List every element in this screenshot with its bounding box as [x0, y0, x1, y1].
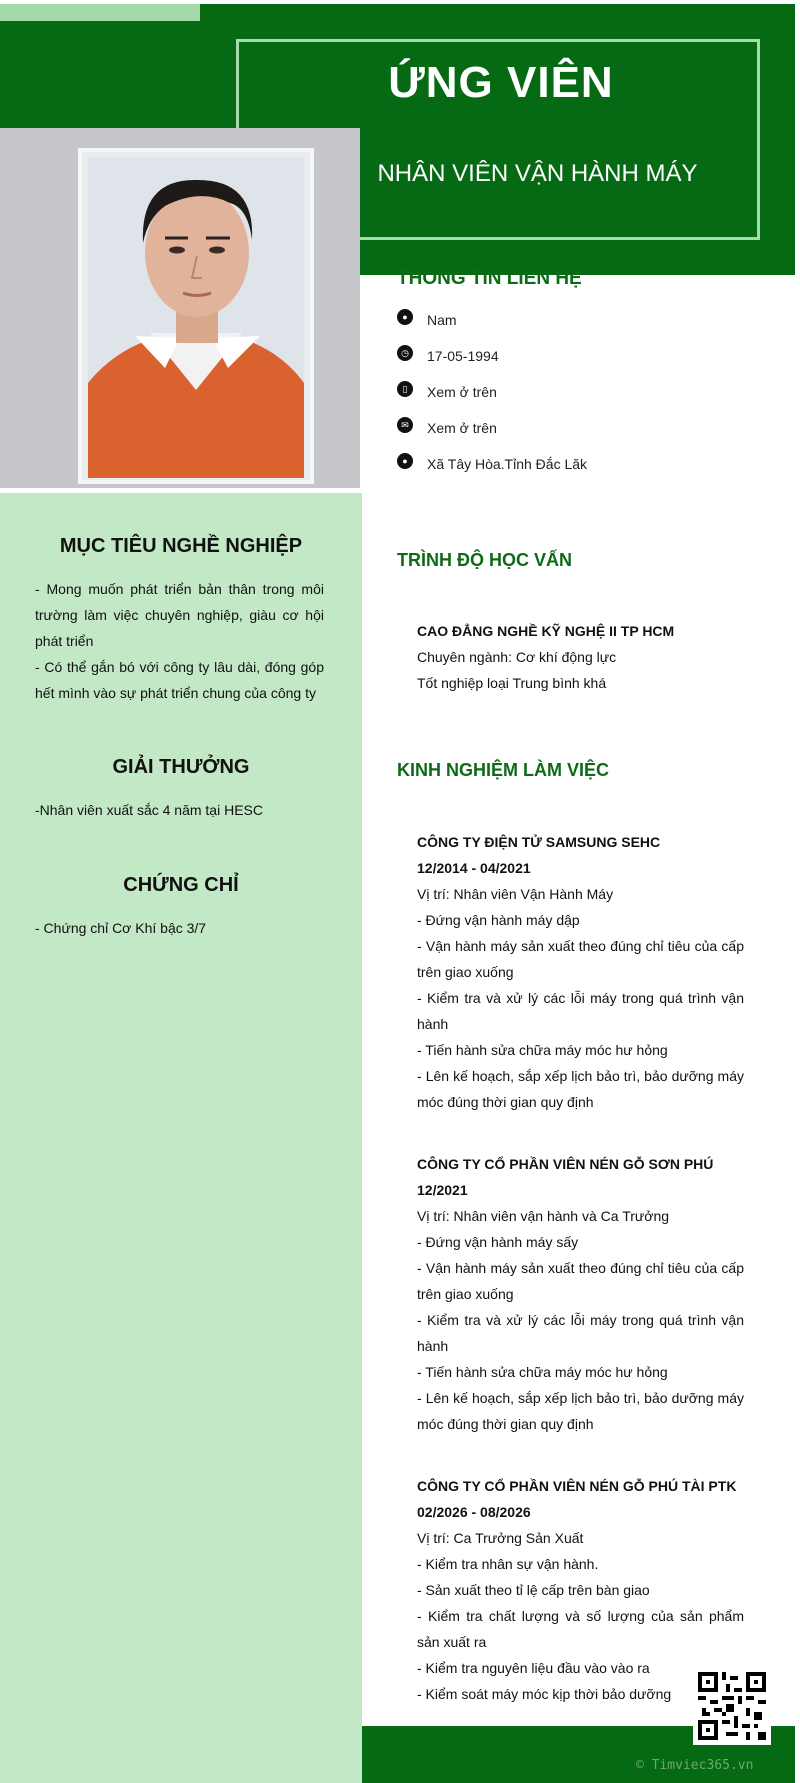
education-entry [417, 618, 744, 696]
job-period: 02/2026 - 08/2026 [417, 1504, 531, 1520]
school-name: CAO ĐẲNG NGHỀ KỸ NGHỆ II TP HCM [417, 623, 675, 639]
career-goal-text: - Mong muốn phát triển bản thân trong môi trường làm việc chuyên nghiệp, giàu cơ hội phát triển - Có thể gắn bó với công ty lâu dài, đóng góp hết mình vào sự phát triển chung của công ty [35, 581, 324, 701]
job-period: 12/2021 [417, 1182, 468, 1198]
contact-gender: ● Nam [397, 302, 587, 338]
certificates-text: - Chứng chỉ Cơ Khí bậc 3/7 [35, 920, 207, 936]
candidate-photo [0, 128, 360, 488]
job-title: NHÂN VIÊN VẬN HÀNH MÁY [377, 160, 698, 187]
job-entry: CÔNG TY ĐIỆN TỬ SAMSUNG SEHC 12/2014 - 04/2021 Vị trí: Nhân viên Vận Hành Máy - Đứng vận hành máy dập - Vận hành máy sản xuất theo đúng chỉ tiêu của cấp trên giao xuống - Kiểm tra và xử lý các lỗi máy trong quá trình vận hành - Tiến hành sửa chữa máy móc hư hỏng - Lên kế hoạch, sắp xếp lịch bảo trì, bảo dưỡng máy móc đúng thời gian quy định [417, 829, 744, 1115]
certificates-title: CHỨNG CHỈ [123, 874, 239, 896]
education-title: TRÌNH ĐỘ HỌC VẤN [397, 550, 572, 570]
page-title: ỨNG VIÊN [388, 58, 614, 107]
job-period: 12/2014 - 04/2021 [417, 860, 531, 876]
contact-address: ● Xã Tây Hòa.Tỉnh Đắc Lăk [397, 446, 587, 482]
user-icon: ● [397, 309, 413, 325]
contact-birthdate: ◷ 17-05-1994 [397, 338, 587, 374]
contact-list [397, 302, 587, 482]
job-company: CÔNG TY CỔ PHẦN VIÊN NÉN GỖ SƠN PHÚ [417, 1156, 714, 1172]
contact-email: ✉ Xem ở trên [397, 410, 587, 446]
job-company: CÔNG TY CỔ PHẦN VIÊN NÉN GỖ PHÚ TÀI PTK [417, 1478, 737, 1494]
awards-text: -Nhân viên xuất sắc 4 năm tại HESC [35, 802, 263, 818]
location-icon: ● [397, 453, 413, 469]
qr-code[interactable] [693, 1667, 771, 1745]
career-goal-title: MỤC TIÊU NGHỀ NGHIỆP [59, 535, 303, 557]
clock-icon: ◷ [397, 345, 413, 361]
job-company: CÔNG TY ĐIỆN TỬ SAMSUNG SEHC [417, 834, 661, 850]
watermark: © Timviec365.vn [636, 1758, 754, 1773]
email-icon: ✉ [397, 417, 413, 433]
phone-icon: ▯ [397, 381, 413, 397]
education-grade: Tốt nghiệp loại Trung bình khá [417, 675, 607, 691]
contact-phone: ▯ Xem ở trên [397, 374, 587, 410]
contact-section-title: THÔNG TIN LIÊN HỆ [397, 268, 582, 289]
experience-title: KINH NGHIỆM LÀM VIỆC [397, 760, 610, 780]
education-major: Chuyên ngành: Cơ khí động lực [417, 649, 617, 665]
header-accent-bar [0, 4, 200, 21]
job-entry: CÔNG TY CỔ PHẦN VIÊN NÉN GỖ PHÚ TÀI PTK 02/2026 - 08/2026 Vị trí: Ca Trưởng Sản Xuất - Kiểm tra nhân sự vận hành. - Sản xuất theo tỉ lệ cấp trên bàn giao - Kiểm tra chất lượng và số lượng của sản phẩm sản xuất ra - Kiểm tra nguyên liệu đầu vào vào ra - Kiểm soát máy móc kịp thời bảo dưỡng [417, 1473, 744, 1707]
awards-title: GIẢI THƯỞNG [112, 756, 250, 778]
job-entry: CÔNG TY CỔ PHẦN VIÊN NÉN GỖ SƠN PHÚ 12/2021 Vị trí: Nhân viên vận hành và Ca Trưởng - Đứng vận hành máy sấy - Vận hành máy sản xuất theo đúng chỉ tiêu của cấp trên giao xuống - Kiểm tra và xử lý các lỗi máy trong quá trình vận hành - Tiến hành sửa chữa máy móc hư hỏng - Lên kế hoạch, sắp xếp lịch bảo trì, bảo dưỡng máy móc đúng thời gian quy định [417, 1151, 744, 1437]
